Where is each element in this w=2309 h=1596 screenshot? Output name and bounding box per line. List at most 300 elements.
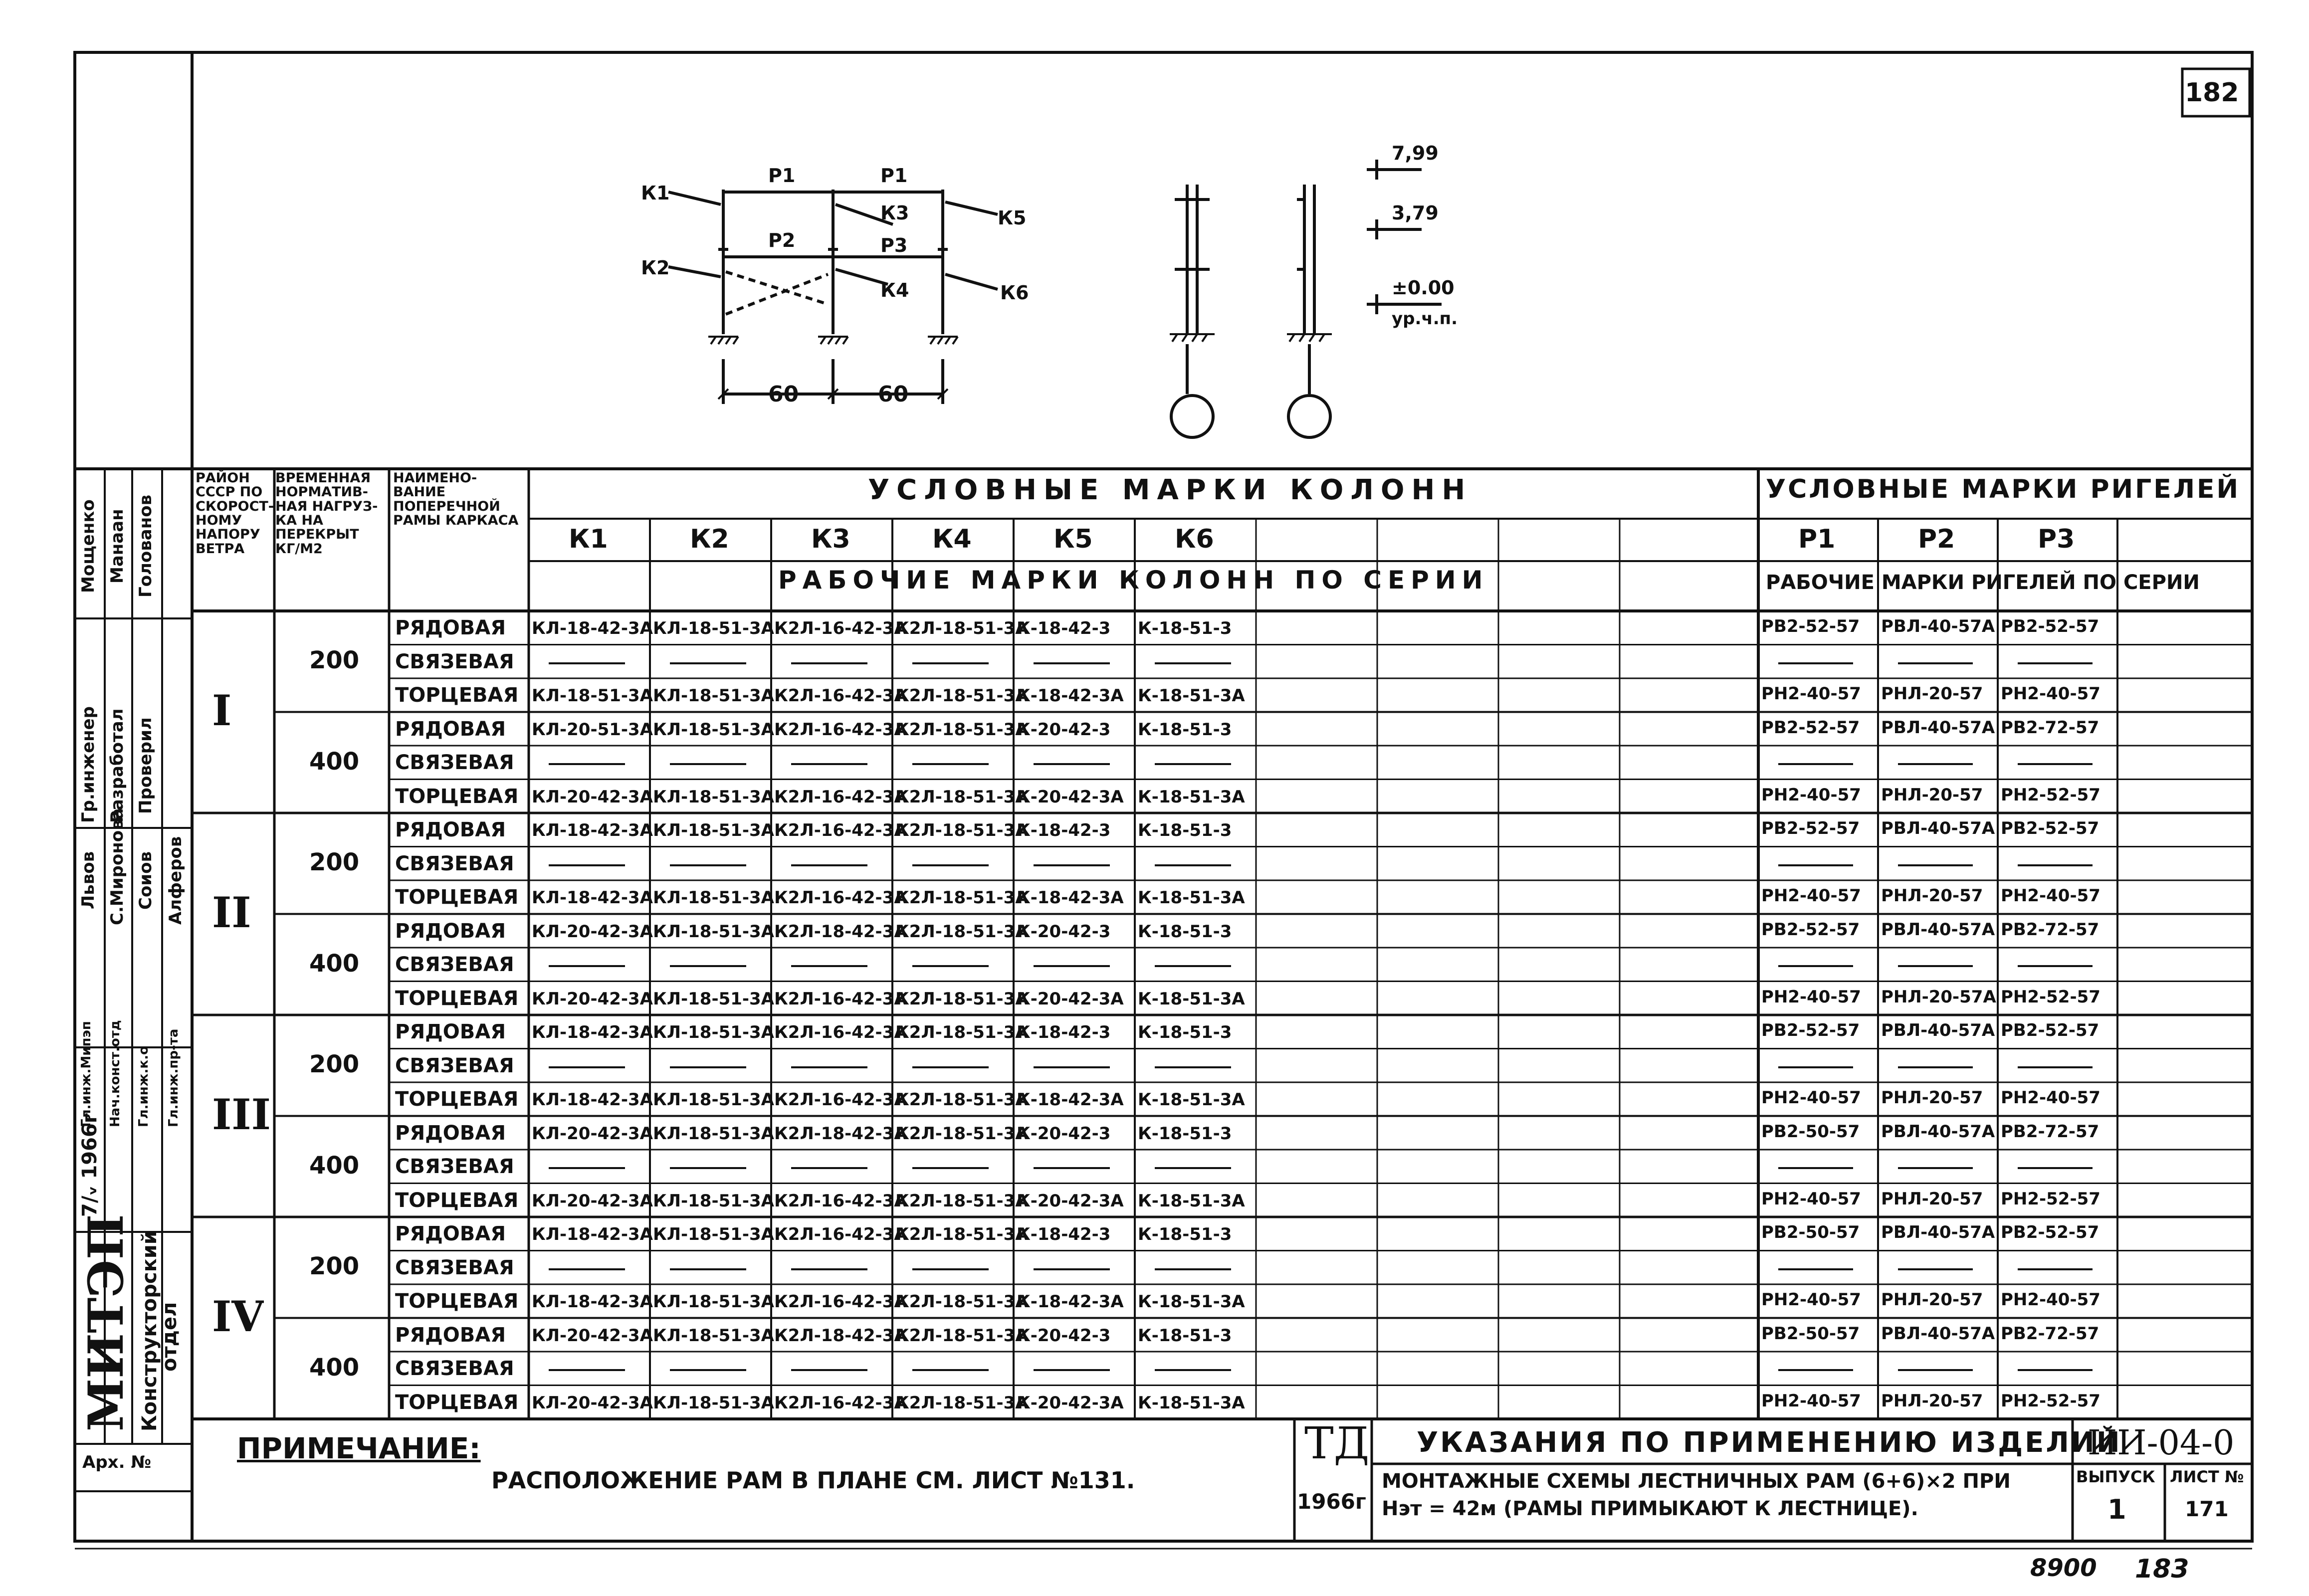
column-header-к2: К2	[690, 526, 729, 552]
region-iii: III	[212, 1093, 271, 1136]
frame-type: СВЯЗЕВАЯ	[395, 1157, 514, 1177]
girder-mark: РНЛ-20-57А	[1881, 988, 1996, 1005]
column-header-к1: К1	[569, 526, 608, 552]
empty-dash	[1898, 965, 1973, 967]
archive-number-label: Арх. №	[82, 1452, 152, 1472]
role-developed: Разработал	[107, 708, 127, 823]
empty-dash	[1898, 763, 1973, 765]
column-mark: К-18-42-3	[1017, 620, 1111, 637]
girder-mark: РН2-40-57	[1761, 786, 1861, 803]
column-mark: К2Л-18-51-3А	[895, 1226, 1029, 1243]
empty-dash	[2018, 1369, 2093, 1371]
column-mark: К2Л-16-42-3А	[774, 1192, 907, 1209]
frame-type: РЯДОВАЯ	[395, 921, 506, 941]
girder-mark: РВ2-52-57	[1761, 1022, 1860, 1039]
column-mark: К-18-42-3	[1017, 1226, 1111, 1243]
region-ii: II	[212, 891, 251, 934]
empty-dash	[791, 965, 867, 967]
column-mark: К2Л-18-51-3А	[895, 1192, 1029, 1209]
column-mark: К2Л-18-42-3А	[774, 1125, 907, 1142]
td-mark: ТД	[1304, 1417, 1370, 1469]
girder-mark: РВ2-72-57	[2001, 1325, 2099, 1342]
frame-type: СВЯЗЕВАЯ	[395, 1257, 514, 1278]
girder-mark: РНЛ-20-57	[1881, 685, 1983, 702]
empty-dash	[912, 864, 989, 866]
label-p1-right: Р1	[880, 165, 908, 187]
frame-type: СВЯЗЕВАЯ	[395, 753, 514, 773]
load-value: 200	[309, 648, 360, 673]
frame-type: СВЯЗЕВАЯ	[395, 1359, 514, 1379]
column-mark: КЛ-18-51-3А	[653, 822, 774, 839]
girder-mark: РНЛ-20-57	[1881, 887, 1983, 904]
empty-dash	[1898, 1167, 1973, 1169]
label-k5: К5	[998, 207, 1027, 229]
column-mark: К2Л-16-42-3А	[774, 822, 907, 839]
header-frame: НАИМЕНО-ВАНИЕ ПОПЕРЕЧНОЙ РАМЫ КАРКАСА	[393, 470, 519, 529]
frame-type: ТОРЦЕВАЯ	[395, 887, 519, 907]
column-mark: КЛ-18-51-3А	[653, 1192, 774, 1209]
header-load: ВРЕМЕННАЯ НОРМАТИВ-НАЯ НАГРУЗ-КА НА ПЕРЕКРЫТ КГ/М2	[275, 470, 378, 557]
frame-type: СВЯЗЕВАЯ	[395, 1055, 514, 1076]
column-mark: К2Л-16-42-3А	[774, 889, 907, 906]
frame-type: ТОРЦЕВАЯ	[395, 988, 519, 1008]
column-mark: КЛ-18-51-3А	[532, 687, 653, 704]
role-checked: Проверил	[136, 717, 156, 814]
role-chief-eng-mitep: Гл.инж.Мипэп	[79, 1021, 94, 1127]
column-mark: К2Л-16-42-3А	[774, 788, 907, 805]
empty-dash	[2018, 763, 2093, 765]
title-block-subtitle-2: Нэт = 42м (РАМЫ ПРИМЫКАЮТ К ЛЕСТНИЦЕ).	[1382, 1497, 1918, 1520]
load-value: 200	[309, 1254, 360, 1279]
girder-mark: РН2-40-57	[2001, 1089, 2100, 1106]
sheet-label: ЛИСТ №	[2170, 1467, 2244, 1486]
column-mark: КЛ-18-42-3А	[532, 1024, 653, 1041]
empty-dash	[670, 1066, 746, 1068]
empty-dash	[912, 1167, 989, 1169]
column-mark: КЛ-20-42-3А	[532, 923, 653, 940]
column-mark: К-18-51-3	[1138, 721, 1232, 738]
column-mark: К2Л-18-51-3А	[895, 1327, 1029, 1344]
empty-dash	[2018, 864, 2093, 866]
load-value: 200	[309, 850, 360, 875]
girder-mark: РВ2-72-57	[2001, 719, 2099, 736]
column-mark: К-18-51-3	[1138, 1327, 1232, 1344]
sheet-number: 171	[2185, 1497, 2229, 1521]
girder-header-2: Р2	[1918, 526, 1955, 552]
girder-mark: РН2-40-57	[1761, 685, 1861, 702]
column-mark: КЛ-18-51-3А	[653, 1091, 774, 1108]
column-mark: К2Л-18-51-3А	[895, 1024, 1029, 1041]
girder-mark: РВЛ-40-57А	[1881, 820, 1995, 837]
name-soiov: Соиов	[136, 851, 156, 910]
name-lvov: Львов	[78, 851, 98, 910]
column-mark: К-18-51-3А	[1138, 687, 1245, 704]
column-mark: К-20-42-3А	[1017, 788, 1124, 805]
column-mark: К-18-51-3	[1138, 1125, 1232, 1142]
column-mark: КЛ-20-51-3А	[532, 721, 653, 738]
title-block-subtitle-1: МОНТАЖНЫЕ СХЕМЫ ЛЕСТНИЧНЫХ РАМ (6+6)×2 ПРИ	[1382, 1470, 2011, 1493]
dim-60-left: 60	[768, 382, 799, 407]
empty-dash	[549, 1369, 625, 1371]
column-mark: К2Л-18-51-3А	[895, 687, 1029, 704]
org-name: МИТЭП	[78, 1214, 134, 1431]
level-799: 7,99	[1392, 142, 1439, 164]
label-k2: К2	[641, 257, 670, 279]
column-mark: К-18-51-3	[1138, 1024, 1232, 1041]
column-mark: КЛ-18-51-3А	[653, 788, 774, 805]
empty-dash	[791, 1066, 867, 1068]
girder-mark: РВЛ-40-57А	[1881, 921, 1995, 938]
empty-dash	[549, 662, 625, 664]
frame-type: ТОРЦЕВАЯ	[395, 1392, 519, 1412]
empty-dash	[791, 1167, 867, 1169]
column-mark: К2Л-16-42-3А	[774, 687, 907, 704]
region-iv: IV	[212, 1295, 264, 1338]
issue-number: 1	[2107, 1494, 2126, 1525]
girder-mark: РВ2-72-57	[2001, 921, 2099, 938]
frame-type: РЯДОВАЯ	[395, 1123, 506, 1143]
column-mark: К-18-42-3А	[1017, 889, 1124, 906]
column-mark: К2Л-16-42-3А	[774, 1024, 907, 1041]
approval-date: 7/ᵥ 1966г	[78, 1113, 101, 1217]
empty-dash	[1778, 1167, 1853, 1169]
column-mark: К2Л-16-42-3А	[774, 990, 907, 1007]
empty-dash	[1155, 1268, 1231, 1270]
column-mark: К-18-51-3	[1138, 620, 1232, 637]
column-mark: КЛ-18-42-3А	[532, 889, 653, 906]
td-year: 1966г	[1297, 1489, 1366, 1514]
girder-mark: РН2-40-57	[1761, 1392, 1861, 1409]
girder-mark: РВ2-52-57	[2001, 618, 2099, 635]
girder-header-1: Р1	[1798, 526, 1836, 552]
column-mark: КЛ-20-42-3А	[532, 990, 653, 1007]
column-mark: К-18-51-3А	[1138, 1394, 1245, 1411]
empty-dash	[1034, 1066, 1110, 1068]
empty-dash	[549, 1167, 625, 1169]
frame-type: РЯДОВАЯ	[395, 820, 506, 840]
empty-dash	[1155, 1066, 1231, 1068]
column-mark: К-20-42-3	[1017, 923, 1111, 940]
girder-mark: РН2-52-57	[2001, 786, 2100, 803]
column-mark: К2Л-18-51-3А	[895, 721, 1029, 738]
column-mark: К-18-42-3А	[1017, 687, 1124, 704]
girder-mark: РН2-40-57	[2001, 685, 2100, 702]
girder-mark: РВ2-50-57	[1761, 1123, 1860, 1140]
load-value: 400	[309, 951, 360, 976]
column-mark: К-20-42-3	[1017, 721, 1111, 738]
column-mark: К-18-51-3А	[1138, 1091, 1245, 1108]
empty-dash	[1898, 1268, 1973, 1270]
note-title: ПРИМЕЧАНИЕ:	[237, 1431, 481, 1465]
frame-type: РЯДОВАЯ	[395, 719, 506, 739]
empty-dash	[1898, 1369, 1973, 1371]
girder-mark: РН2-40-57	[1761, 1089, 1861, 1106]
empty-dash	[791, 864, 867, 866]
empty-dash	[1034, 864, 1110, 866]
girder-mark: РНЛ-20-57	[1881, 1190, 1983, 1207]
girder-mark: РН2-40-57	[2001, 1291, 2100, 1308]
column-mark: К2Л-18-51-3А	[895, 788, 1029, 805]
empty-dash	[1034, 1268, 1110, 1270]
column-mark: К2Л-18-42-3А	[774, 1327, 907, 1344]
column-mark: КЛ-18-42-3А	[532, 1293, 653, 1310]
column-mark: К-20-42-3А	[1017, 1394, 1124, 1411]
role-chief-eng-project: Гл.инж.пр-та	[166, 1028, 181, 1127]
empty-dash	[670, 1369, 746, 1371]
empty-dash	[1778, 662, 1853, 664]
empty-dash	[912, 1268, 989, 1270]
name-manaan: Манаан	[107, 509, 127, 584]
empty-dash	[1155, 1369, 1231, 1371]
column-mark: К-20-42-3А	[1017, 990, 1124, 1007]
header-region: РАЙОН СССР ПО СКОРОСТ-НОМУ НАПОРУ ВЕТРА	[196, 470, 274, 557]
girder-mark: РВ2-52-57	[2001, 1224, 2099, 1241]
column-mark: К-20-42-3	[1017, 1125, 1111, 1142]
column-mark: КЛ-18-51-3А	[653, 1293, 774, 1310]
label-k1: К1	[641, 182, 670, 204]
girder-mark: РН2-40-57	[1761, 988, 1861, 1005]
bottom-number-right: 183	[2135, 1554, 2189, 1584]
column-mark: К2Л-16-42-3А	[774, 1226, 907, 1243]
frame-type: СВЯЗЕВАЯ	[395, 853, 514, 874]
column-header-к4: К4	[932, 526, 972, 552]
column-mark: КЛ-20-42-3А	[532, 1125, 653, 1142]
header-girders-title: УСЛОВНЫЕ МАРКИ РИГЕЛЕЙ	[1766, 474, 2241, 504]
region-i: I	[212, 689, 232, 732]
frame-type: ТОРЦЕВАЯ	[395, 1190, 519, 1210]
column-mark: КЛ-18-51-3А	[653, 1024, 774, 1041]
empty-dash	[1898, 662, 1973, 664]
empty-dash	[549, 1066, 625, 1068]
column-mark: КЛ-20-42-3А	[532, 1327, 653, 1344]
column-mark: КЛ-20-42-3А	[532, 1394, 653, 1411]
empty-dash	[1898, 1066, 1973, 1068]
label-k6: К6	[1000, 282, 1029, 304]
column-mark: К-18-51-3А	[1138, 889, 1245, 906]
empty-dash	[791, 1268, 867, 1270]
empty-dash	[1778, 763, 1853, 765]
column-mark: К2Л-18-51-3А	[895, 1125, 1029, 1142]
girder-mark: РВЛ-40-57А	[1881, 1224, 1995, 1241]
girder-mark: РВЛ-40-57А	[1881, 1022, 1995, 1039]
girder-mark: РН2-52-57	[2001, 1392, 2100, 1409]
column-mark: КЛ-20-42-3А	[532, 1192, 653, 1209]
frame-type: ТОРЦЕВАЯ	[395, 1089, 519, 1109]
empty-dash	[1898, 864, 1973, 866]
name-mironova: С.Миронова	[107, 808, 127, 925]
empty-dash	[1155, 1167, 1231, 1169]
column-mark: К2Л-18-51-3А	[895, 1091, 1029, 1108]
empty-dash	[549, 763, 625, 765]
empty-dash	[670, 662, 746, 664]
issue-label: ВЫПУСК	[2076, 1467, 2155, 1486]
empty-dash	[791, 662, 867, 664]
name-alferov: Алферов	[166, 836, 186, 925]
title-block-code: ИИ-04-0	[2088, 1423, 2235, 1463]
empty-dash	[1034, 1369, 1110, 1371]
girder-mark: РВЛ-40-57А	[1881, 1325, 1995, 1342]
frame-type: РЯДОВАЯ	[395, 1224, 506, 1244]
dept-name: Конструкторский отдел	[138, 1230, 181, 1431]
bottom-number-left: 8900	[2030, 1554, 2097, 1582]
empty-dash	[912, 1369, 989, 1371]
load-value: 400	[309, 1153, 360, 1178]
dim-60-right: 60	[878, 382, 909, 407]
role-chief-engineer: Гр.инженер	[78, 706, 98, 823]
column-mark: КЛ-18-51-3А	[653, 990, 774, 1007]
sheet-number-top: 182	[2185, 78, 2239, 108]
empty-dash	[791, 1369, 867, 1371]
empty-dash	[670, 1268, 746, 1270]
girder-mark: РВ2-52-57	[2001, 820, 2099, 837]
girder-mark: РВ2-52-57	[1761, 719, 1860, 736]
girder-mark: РНЛ-20-57	[1881, 786, 1983, 803]
empty-dash	[1034, 965, 1110, 967]
column-mark: К2Л-18-51-3А	[895, 1293, 1029, 1310]
girder-mark: РВЛ-40-57А	[1881, 1123, 1995, 1140]
empty-dash	[1034, 1167, 1110, 1169]
column-mark: К2Л-16-42-3А	[774, 721, 907, 738]
column-header-к3: К3	[811, 526, 850, 552]
column-header-к6: К6	[1175, 526, 1214, 552]
level-000: ±0.00	[1392, 277, 1455, 299]
empty-dash	[549, 965, 625, 967]
girder-mark: РН2-40-57	[1761, 1190, 1861, 1207]
column-mark: К-20-42-3	[1017, 1327, 1111, 1344]
load-value: 400	[309, 749, 360, 774]
column-mark: КЛ-18-42-3А	[532, 620, 653, 637]
column-mark: К-18-42-3А	[1017, 1293, 1124, 1310]
column-mark: К-18-51-3А	[1138, 788, 1245, 805]
label-k4: К4	[880, 279, 909, 301]
empty-dash	[1778, 1369, 1853, 1371]
frame-type: ТОРЦЕВАЯ	[395, 685, 519, 705]
empty-dash	[912, 1066, 989, 1068]
level-floor: ур.ч.п.	[1392, 309, 1458, 329]
frame-type: РЯДОВАЯ	[395, 618, 506, 638]
empty-dash	[549, 1268, 625, 1270]
girder-mark: РВ2-72-57	[2001, 1123, 2099, 1140]
label-p3: Р3	[880, 234, 908, 256]
girder-mark: РВЛ-40-57А	[1881, 719, 1995, 736]
column-mark: КЛ-20-42-3А	[532, 788, 653, 805]
role-head-design-dept: Нач.конст.отд	[108, 1020, 123, 1127]
girder-mark: РНЛ-20-57	[1881, 1392, 1983, 1409]
empty-dash	[2018, 662, 2093, 664]
column-mark: КЛ-18-42-3А	[532, 822, 653, 839]
column-mark: К-18-42-3	[1017, 1024, 1111, 1041]
empty-dash	[1778, 864, 1853, 866]
girder-header-3: Р3	[2038, 526, 2075, 552]
column-mark: КЛ-18-42-3А	[532, 1226, 653, 1243]
column-mark: К-18-51-3	[1138, 923, 1232, 940]
empty-dash	[1778, 1268, 1853, 1270]
empty-dash	[2018, 1167, 2093, 1169]
empty-dash	[2018, 1268, 2093, 1270]
girder-mark: РВ2-52-57	[2001, 1022, 2099, 1039]
load-value: 400	[309, 1355, 360, 1380]
frame-type: РЯДОВАЯ	[395, 1325, 506, 1345]
frame-type: ТОРЦЕВАЯ	[395, 1291, 519, 1311]
girder-mark: РВЛ-40-57А	[1881, 618, 1995, 635]
role-chief-eng-ko: Гл.инж.к.о	[136, 1046, 151, 1127]
frame-type: ТОРЦЕВАЯ	[395, 786, 519, 806]
column-mark: КЛ-18-51-3А	[653, 1394, 774, 1411]
empty-dash	[2018, 1066, 2093, 1068]
column-mark: К2Л-16-42-3А	[774, 1091, 907, 1108]
frame-type: СВЯЗЕВАЯ	[395, 955, 514, 975]
column-mark: К-18-51-3А	[1138, 1192, 1245, 1209]
empty-dash	[670, 1167, 746, 1169]
girder-mark: РН2-52-57	[2001, 988, 2100, 1005]
column-mark: КЛ-18-51-3А	[653, 923, 774, 940]
empty-dash	[1155, 662, 1231, 664]
column-mark: К2Л-16-42-3А	[774, 620, 907, 637]
empty-dash	[670, 965, 746, 967]
column-mark: К-18-42-3А	[1017, 1091, 1124, 1108]
label-p2: Р2	[768, 229, 796, 251]
column-mark: КЛ-18-51-3А	[653, 1327, 774, 1344]
girder-mark: РВ2-52-57	[1761, 618, 1860, 635]
girder-mark: РНЛ-20-57	[1881, 1089, 1983, 1106]
column-header-к5: К5	[1053, 526, 1093, 552]
column-mark: К-18-51-3А	[1138, 1293, 1245, 1310]
column-mark: КЛ-18-42-3А	[532, 1091, 653, 1108]
empty-dash	[1778, 1066, 1853, 1068]
column-mark: КЛ-18-51-3А	[653, 721, 774, 738]
column-mark: К2Л-16-42-3А	[774, 1394, 907, 1411]
header-columns-series: РАБОЧИЕ МАРКИ КОЛОНН ПО СЕРИИ	[778, 566, 1489, 595]
empty-dash	[670, 864, 746, 866]
empty-dash	[670, 763, 746, 765]
name-moshchenko: Мощенко	[78, 499, 98, 593]
column-mark: К2Л-18-51-3А	[895, 990, 1029, 1007]
empty-dash	[1155, 864, 1231, 866]
column-mark: К2Л-18-51-3А	[895, 923, 1029, 940]
column-mark: К2Л-16-42-3А	[774, 1293, 907, 1310]
empty-dash	[1034, 662, 1110, 664]
column-mark: К-18-42-3	[1017, 822, 1111, 839]
empty-dash	[791, 763, 867, 765]
column-mark: К-18-51-3	[1138, 1226, 1232, 1243]
title-block-title: УКАЗАНИЯ ПО ПРИМЕНЕНИЮ ИЗДЕЛИЙ	[1417, 1426, 2122, 1459]
empty-dash	[549, 864, 625, 866]
header-girders-series: РАБОЧИЕ МАРКИ РИГЕЛЕЙ ПО СЕРИИ	[1766, 571, 2200, 594]
load-value: 200	[309, 1052, 360, 1077]
girder-mark: РВ2-50-57	[1761, 1224, 1860, 1241]
level-379: 3,79	[1392, 202, 1439, 224]
column-mark: К2Л-18-51-3А	[895, 1394, 1029, 1411]
girder-mark: РВ2-50-57	[1761, 1325, 1860, 1342]
empty-dash	[1155, 965, 1231, 967]
girder-mark: РН2-40-57	[1761, 887, 1861, 904]
empty-dash	[912, 965, 989, 967]
empty-dash	[1034, 763, 1110, 765]
label-p1-left: Р1	[768, 165, 796, 187]
column-mark: К-18-51-3	[1138, 822, 1232, 839]
column-mark: КЛ-18-51-3А	[653, 620, 774, 637]
frame-type: СВЯЗЕВАЯ	[395, 651, 514, 672]
girder-mark: РН2-40-57	[2001, 887, 2100, 904]
girder-mark: РВ2-52-57	[1761, 921, 1860, 938]
column-mark: К2Л-18-51-3А	[895, 822, 1029, 839]
column-mark: К2Л-18-42-3А	[774, 923, 907, 940]
column-mark: К-20-42-3А	[1017, 1192, 1124, 1209]
empty-dash	[2018, 965, 2093, 967]
column-mark: К2Л-18-51-3А	[895, 889, 1029, 906]
column-mark: КЛ-18-51-3А	[653, 1226, 774, 1243]
empty-dash	[912, 763, 989, 765]
